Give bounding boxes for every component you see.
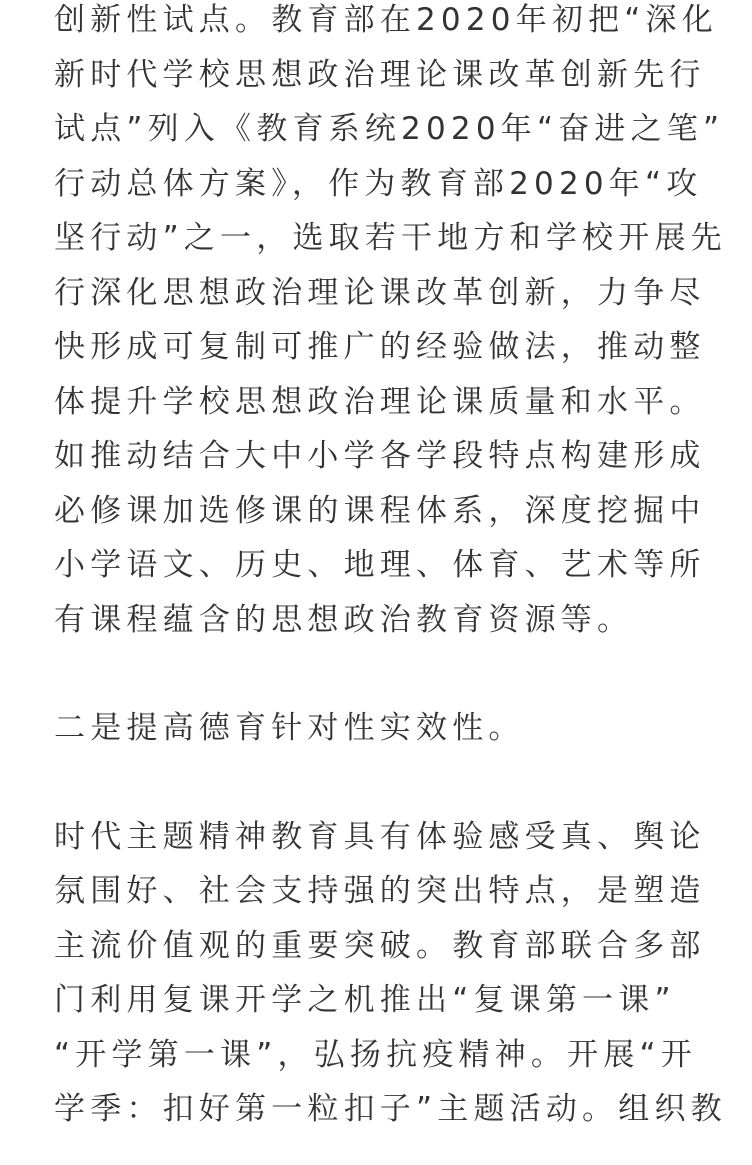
text-line: 门利用复课开学之机推出“复课第一课”: [54, 982, 676, 1018]
text-line: 坚行动”之一，选取若干地方和学校开展先: [54, 220, 727, 256]
text-line: 试点”列入《教育系统2020年“奋进之笔”: [54, 111, 725, 147]
text-line: 主流价值观的重要突破。教育部联合多部: [54, 927, 706, 964]
text-line: “开学第一课”，弘扬抗疫精神。开展“开: [54, 1036, 697, 1073]
paragraph-theme-education: [54, 810, 752, 1137]
text-line: 行深化思想政治理论课改革创新，力争尽: [54, 274, 706, 311]
text-line: 有课程蕴含的思想政治教育资源等。: [54, 601, 634, 638]
text-line: 如推动结合大中小学各学段特点构建形成: [54, 438, 706, 474]
text-line: 快形成可复制可推广的经验做法，推动整: [54, 329, 706, 365]
text-line: 学季：扣好第一粒扣子”主题活动。组织教: [54, 1091, 727, 1127]
text-line: 氛围好、社会支持强的突出特点，是塑造: [54, 873, 706, 909]
text-line: 创新性试点。教育部在2020年初把“深化: [54, 2, 718, 38]
text-line: 体提升学校思想政治理论课质量和水平。: [54, 383, 706, 420]
text-line: 必修课加选修课的课程体系，深度挖掘中: [54, 492, 706, 529]
text-line: 小学语文、历史、地理、体育、艺术等所: [54, 547, 706, 583]
text-line: 新时代学校思想政治理论课改革创新先行: [54, 56, 706, 93]
section-heading: 二是提高德育针对性实效性。: [54, 710, 525, 746]
paragraph-pilot-reform: [54, 0, 752, 647]
text-line: 行动总体方案》，作为教育部2020年“攻: [54, 165, 703, 202]
paragraph-heading-moral-education: [54, 701, 752, 756]
text-line: 时代主题精神教育具有体验感受真、舆论: [54, 818, 706, 855]
